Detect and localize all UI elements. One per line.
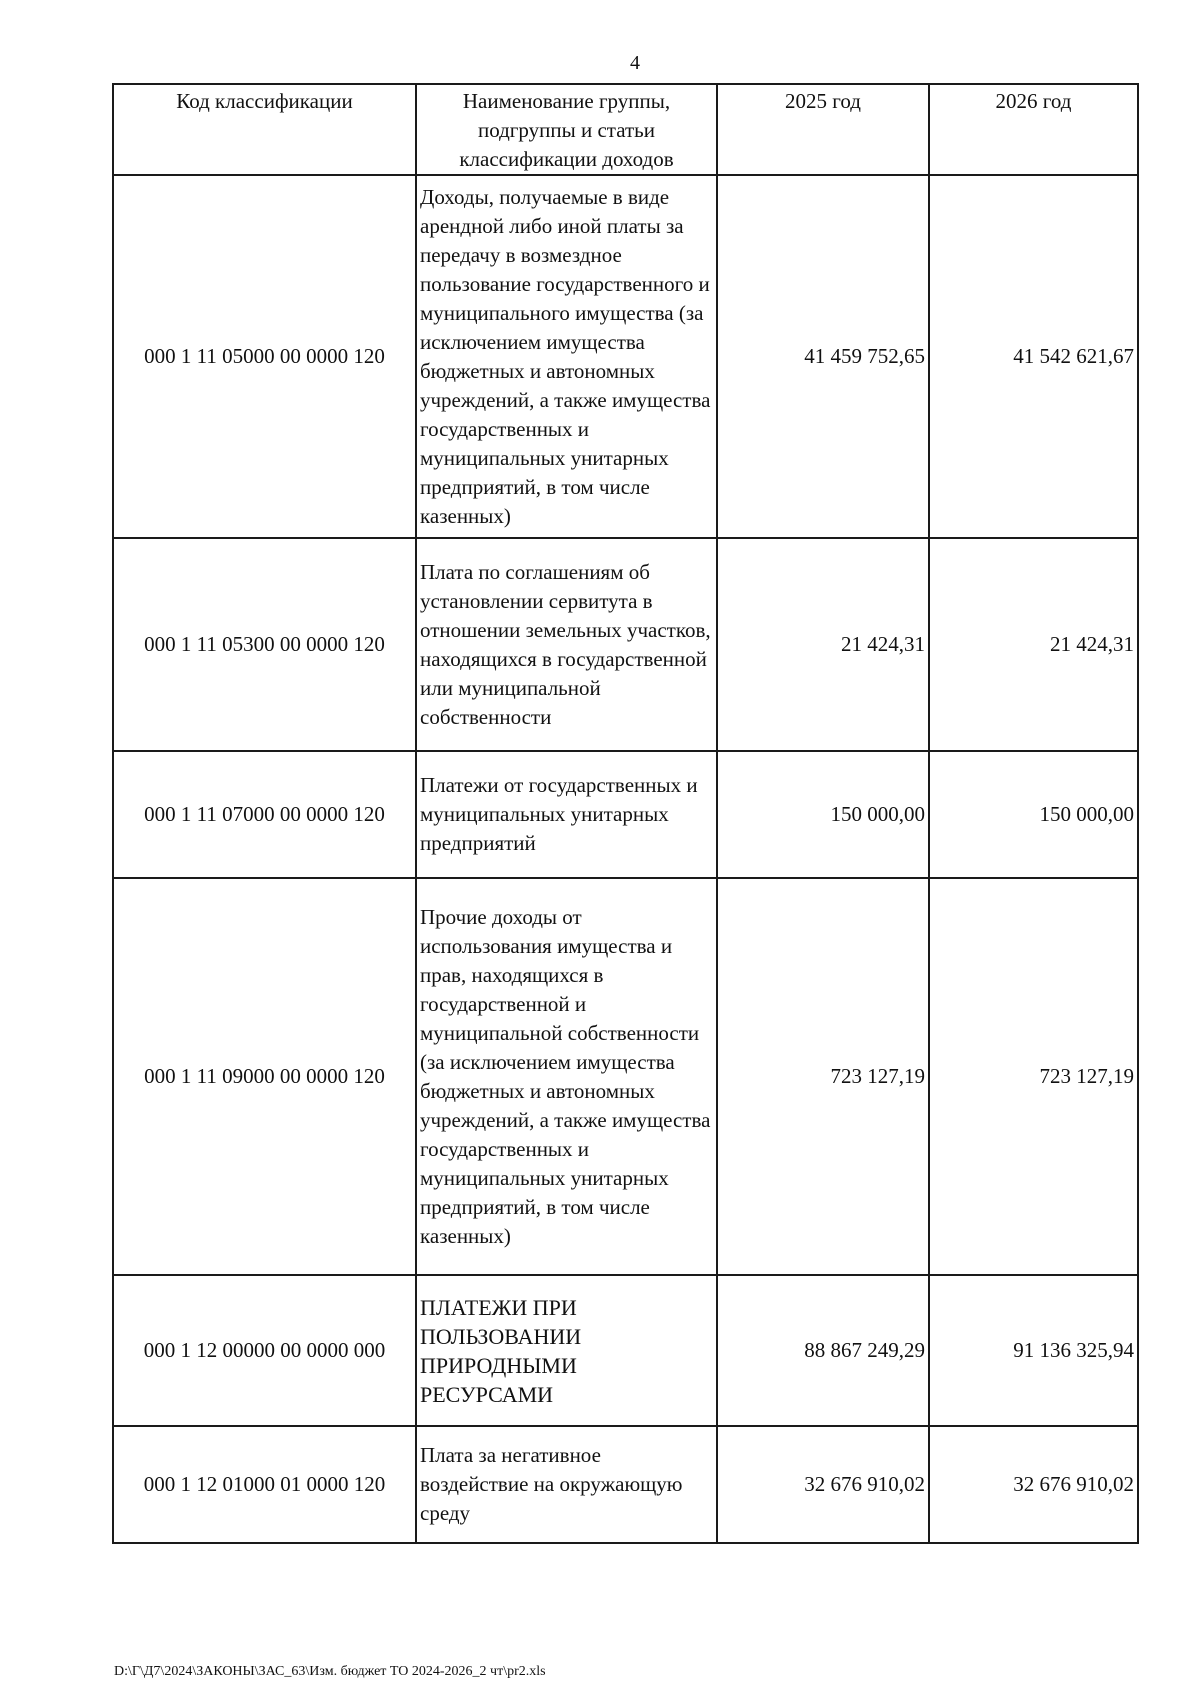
table-header-row — [113, 84, 1138, 175]
row-name: Плата по соглашениям об установлении сервитута в отношении земельных участков, находящихся в государственной или муниципальной собственности — [416, 538, 717, 751]
row-name: ПЛАТЕЖИ ПРИ ПОЛЬЗОВАНИИ ПРИРОДНЫМИ РЕСУРСАМИ — [416, 1275, 717, 1426]
header-year-2026: 2026 год — [929, 84, 1138, 175]
row-name: Плата за негативное воздействие на окружающую среду — [416, 1426, 717, 1543]
row-value-2026: 91 136 325,94 — [929, 1275, 1138, 1426]
row-name: Прочие доходы от использования имущества и прав, находящихся в государственной и муниципальной собственности (за исключением имущества бюджетных и автономных учреждений, а также имущества государственных и муниципальных унитарных предприятий, в том числе казенных) — [416, 878, 717, 1275]
table-row — [113, 751, 1138, 878]
table-row — [113, 175, 1138, 538]
row-code: 000 1 11 09000 00 0000 120 — [113, 878, 416, 1275]
row-value-2026: 723 127,19 — [929, 878, 1138, 1275]
page-number: 4 — [630, 52, 640, 74]
table-row — [113, 538, 1138, 751]
row-name: Доходы, получаемые в виде арендной либо иной платы за передачу в возмездное пользование государственного и муниципального имущества (за исключением имущества бюджетных и автономных учреждений, а также имущества государственных и муниципальных унитарных предприятий, в том числе казенных) — [416, 175, 717, 538]
file-path-footer: D:\Г\Д7\2024\ЗАКОНЫ\ЗАС_63\Изм. бюджет ТО 2024-2026_2 чт\pr2.xls — [114, 1664, 546, 1679]
header-year-2025: 2025 год — [717, 84, 929, 175]
table-row — [113, 878, 1138, 1275]
row-value-2026: 41 542 621,67 — [929, 175, 1138, 538]
row-value-2025: 32 676 910,02 — [717, 1426, 929, 1543]
table-row — [113, 1275, 1138, 1426]
row-value-2026: 32 676 910,02 — [929, 1426, 1138, 1543]
row-value-2026: 150 000,00 — [929, 751, 1138, 878]
row-code: 000 1 12 01000 01 0000 120 — [113, 1426, 416, 1543]
row-value-2025: 21 424,31 — [717, 538, 929, 751]
row-name: Платежи от государственных и муниципальных унитарных предприятий — [416, 751, 717, 878]
row-code: 000 1 12 00000 00 0000 000 — [113, 1275, 416, 1426]
table-row — [113, 1426, 1138, 1543]
row-value-2025: 88 867 249,29 — [717, 1275, 929, 1426]
row-code: 000 1 11 05300 00 0000 120 — [113, 538, 416, 751]
row-value-2026: 21 424,31 — [929, 538, 1138, 751]
header-code: Код классификации — [113, 84, 416, 175]
row-code: 000 1 11 05000 00 0000 120 — [113, 175, 416, 538]
row-code: 000 1 11 07000 00 0000 120 — [113, 751, 416, 878]
row-value-2025: 150 000,00 — [717, 751, 929, 878]
revenue-table — [112, 83, 1139, 1544]
row-value-2025: 723 127,19 — [717, 878, 929, 1275]
header-name: Наименование группы, подгруппы и статьи классификации доходов — [416, 84, 717, 175]
row-value-2025: 41 459 752,65 — [717, 175, 929, 538]
